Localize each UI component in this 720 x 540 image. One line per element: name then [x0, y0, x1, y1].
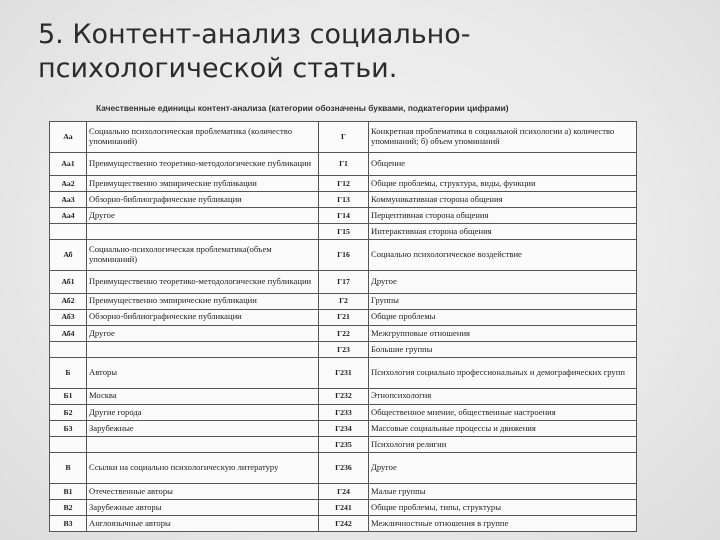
- category-code-cell: Аб1: [50, 270, 87, 293]
- category-code-cell: Аб2: [50, 293, 87, 309]
- subcategory-code-cell: Г12: [319, 175, 369, 191]
- category-code-cell: [50, 223, 87, 239]
- subcategory-description-cell: Конкретная проблематика в социальной психологии а) количество упоминаний; б) объем упоминаний: [369, 122, 637, 153]
- category-code-cell: Аб4: [50, 325, 87, 341]
- table-row: [50, 122, 637, 153]
- subcategory-description-cell: Интерактивная сторона общения: [369, 223, 637, 239]
- subcategory-code-cell: Г15: [319, 223, 369, 239]
- table-row: [50, 483, 637, 499]
- category-code-cell: [50, 341, 87, 357]
- table-row: [50, 293, 637, 309]
- subcategory-code-cell: Г242: [319, 515, 369, 531]
- category-code-cell: В3: [50, 515, 87, 531]
- category-description-cell: [87, 436, 319, 452]
- subcategory-description-cell: Общие проблемы, структура, виды, функции: [369, 175, 637, 191]
- subcategory-description-cell: Межгрупповые отношения: [369, 325, 637, 341]
- subcategory-code-cell: Г231: [319, 357, 369, 388]
- category-description-cell: Ссылки на социально психологическую литературу: [87, 452, 319, 483]
- category-code-cell: В1: [50, 483, 87, 499]
- table-body: [50, 122, 637, 532]
- category-code-cell: Б3: [50, 420, 87, 436]
- subcategory-code-cell: Г2: [319, 293, 369, 309]
- slide-title: [38, 18, 678, 86]
- subcategory-code-cell: Г241: [319, 499, 369, 515]
- subcategory-code-cell: Г235: [319, 436, 369, 452]
- subcategory-description-cell: Социально психологическое воздействие: [369, 239, 637, 270]
- content-analysis-table-wrap: [49, 121, 636, 532]
- table-row: [50, 325, 637, 341]
- category-code-cell: [50, 436, 87, 452]
- table-row: [50, 239, 637, 270]
- subcategory-code-cell: Г14: [319, 207, 369, 223]
- table-row: [50, 357, 637, 388]
- subcategory-code-cell: Г232: [319, 388, 369, 404]
- category-description-cell: Зарубежные: [87, 420, 319, 436]
- subcategory-description-cell: Психология религии: [369, 436, 637, 452]
- category-code-cell: Б1: [50, 388, 87, 404]
- subcategory-description-cell: Коммуникативная сторона общения: [369, 191, 637, 207]
- title-line-2: психологической статьи.: [38, 53, 398, 84]
- category-description-cell: Социально-психологическая проблематика(объем упоминаний): [87, 239, 319, 270]
- category-description-cell: Другое: [87, 207, 319, 223]
- category-description-cell: Англоязычные авторы: [87, 515, 319, 531]
- subcategory-code-cell: Г: [319, 122, 369, 153]
- subcategory-description-cell: Малые группы: [369, 483, 637, 499]
- table-row: [50, 420, 637, 436]
- subcategory-description-cell: Общие проблемы: [369, 309, 637, 325]
- category-description-cell: Авторы: [87, 357, 319, 388]
- subcategory-code-cell: Г24: [319, 483, 369, 499]
- subcategory-description-cell: Этнопсихология: [369, 388, 637, 404]
- subcategory-code-cell: Г22: [319, 325, 369, 341]
- subcategory-code-cell: Г17: [319, 270, 369, 293]
- category-description-cell: Зарубежные авторы: [87, 499, 319, 515]
- table-row: [50, 436, 637, 452]
- category-code-cell: Аа3: [50, 191, 87, 207]
- title-line-1: 5. Контент-анализ социально-: [38, 19, 471, 50]
- subcategory-code-cell: Г16: [319, 239, 369, 270]
- category-description-cell: Преимущественно теоретико-методологические публикации: [87, 270, 319, 293]
- table-row: [50, 191, 637, 207]
- subcategory-description-cell: Общественное мнение, общественные настроения: [369, 404, 637, 420]
- subcategory-description-cell: Перцептивная сторона общения: [369, 207, 637, 223]
- table-row: [50, 152, 637, 175]
- table-row: [50, 452, 637, 483]
- subcategory-description-cell: Большие группы: [369, 341, 637, 357]
- category-description-cell: Преимущественно эмпирические публикации: [87, 175, 319, 191]
- category-description-cell: Отечественные авторы: [87, 483, 319, 499]
- category-code-cell: В: [50, 452, 87, 483]
- category-description-cell: Обзорно-библиографические публикации: [87, 191, 319, 207]
- category-description-cell: [87, 223, 319, 239]
- category-code-cell: Аа2: [50, 175, 87, 191]
- subcategory-code-cell: Г234: [319, 420, 369, 436]
- category-description-cell: Преимущественно теоретико-методологические публикации: [87, 152, 319, 175]
- category-code-cell: Аб3: [50, 309, 87, 325]
- table-row: [50, 207, 637, 223]
- subcategory-code-cell: Г23: [319, 341, 369, 357]
- table-row: [50, 270, 637, 293]
- subcategory-description-cell: Массовые социальные процессы и движения: [369, 420, 637, 436]
- category-code-cell: Б2: [50, 404, 87, 420]
- table-caption: Качественные единицы контент-анализа (категории обозначены буквами, подкатегории цифрами): [96, 103, 509, 113]
- category-code-cell: Аа4: [50, 207, 87, 223]
- content-analysis-table: [49, 121, 637, 532]
- subcategory-code-cell: Г233: [319, 404, 369, 420]
- table-row: [50, 341, 637, 357]
- category-description-cell: Обзорно-библиографические публикации: [87, 309, 319, 325]
- category-description-cell: Москва: [87, 388, 319, 404]
- table-row: [50, 404, 637, 420]
- category-code-cell: Аб: [50, 239, 87, 270]
- subcategory-code-cell: Г21: [319, 309, 369, 325]
- category-description-cell: [87, 341, 319, 357]
- subcategory-code-cell: Г13: [319, 191, 369, 207]
- category-description-cell: Социально психологическая проблематика (количество упоминаний): [87, 122, 319, 153]
- table-row: [50, 499, 637, 515]
- table-row: [50, 309, 637, 325]
- category-code-cell: Б: [50, 357, 87, 388]
- subcategory-code-cell: Г1: [319, 152, 369, 175]
- subcategory-description-cell: Группы: [369, 293, 637, 309]
- subcategory-description-cell: Психология социально профессиональных и демографических групп: [369, 357, 637, 388]
- table-row: [50, 388, 637, 404]
- category-description-cell: Другое: [87, 325, 319, 341]
- category-code-cell: В2: [50, 499, 87, 515]
- category-code-cell: Аа1: [50, 152, 87, 175]
- table-row: [50, 223, 637, 239]
- subcategory-description-cell: Другое: [369, 452, 637, 483]
- subcategory-code-cell: Г236: [319, 452, 369, 483]
- category-code-cell: Аа: [50, 122, 87, 153]
- subcategory-description-cell: Общие проблемы, типы, структуры: [369, 499, 637, 515]
- table-row: [50, 515, 637, 531]
- subcategory-description-cell: Другое: [369, 270, 637, 293]
- category-description-cell: Другие города: [87, 404, 319, 420]
- subcategory-description-cell: Общение: [369, 152, 637, 175]
- subcategory-description-cell: Межличностные отношения в группе: [369, 515, 637, 531]
- table-row: [50, 175, 637, 191]
- category-description-cell: Преимущественно эмпирические публикации: [87, 293, 319, 309]
